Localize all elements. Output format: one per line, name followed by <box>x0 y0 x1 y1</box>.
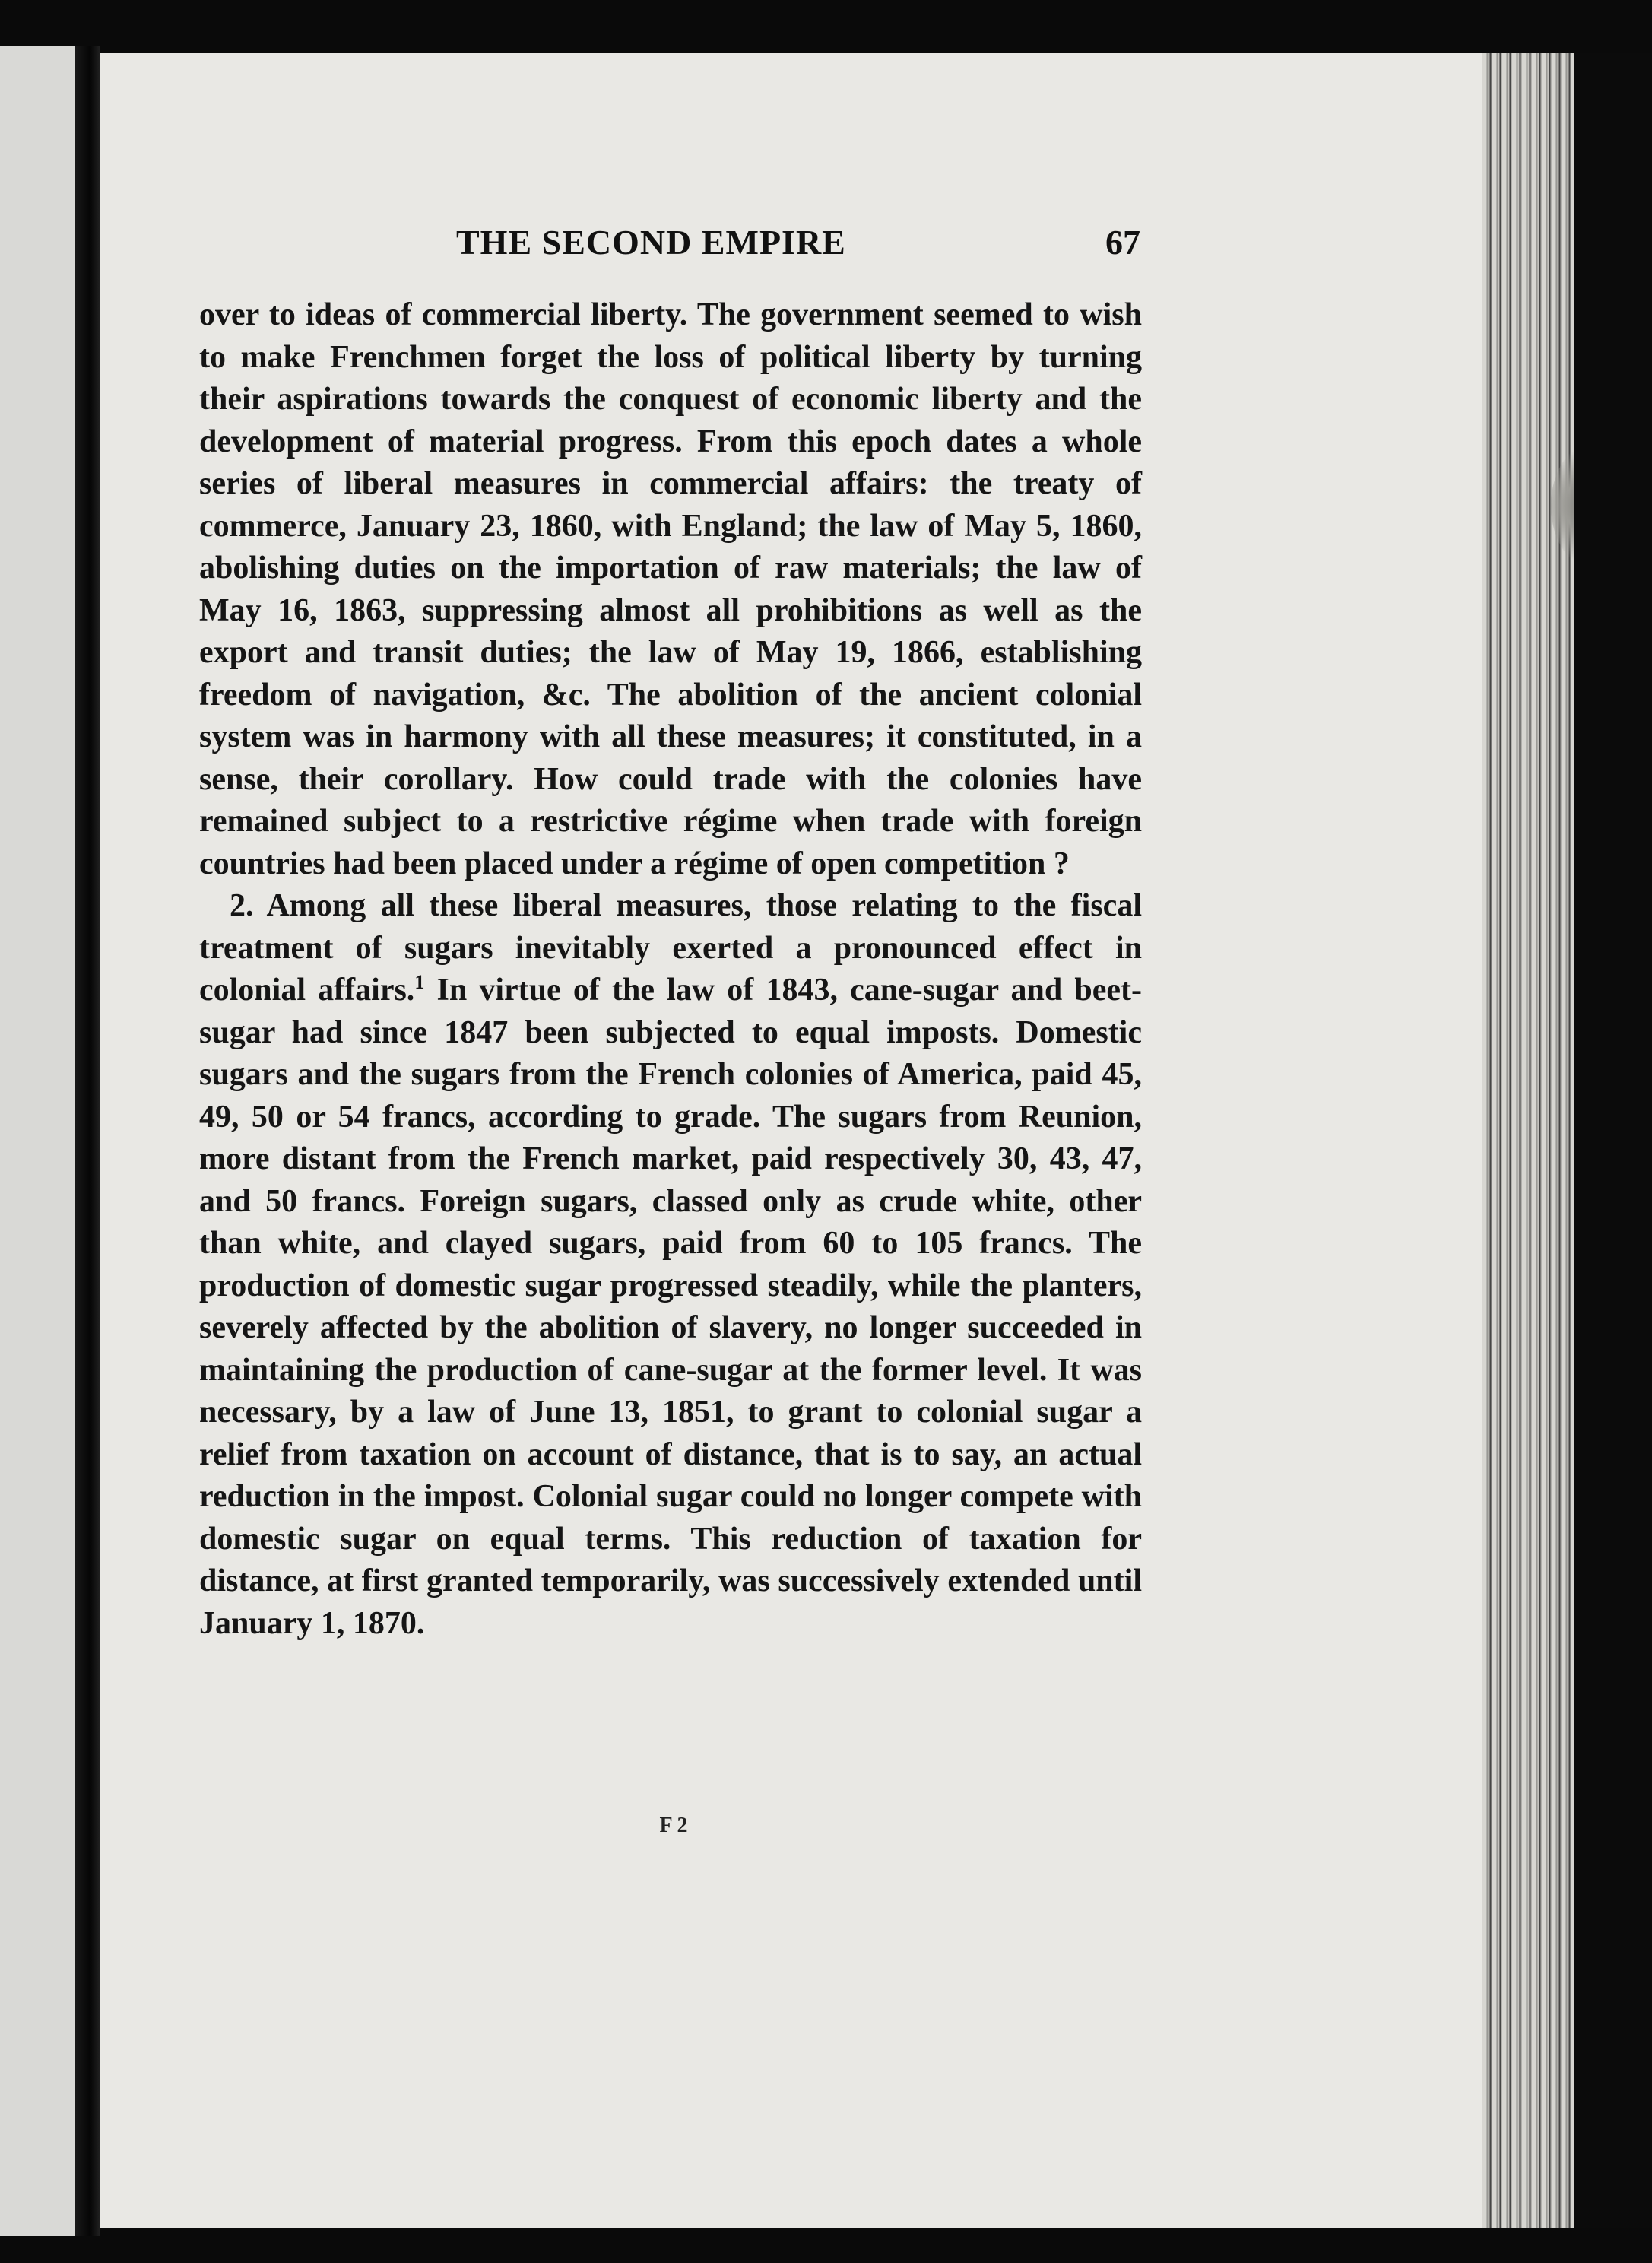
running-head: THE SECOND EMPIRE <box>456 223 846 262</box>
facing-page-edge <box>0 46 75 2236</box>
paragraph-text: In virtue of the law of 1843, cane-sugar and beet-sugar had since 1847 been subjected to equal imposts. Domestic sugars and the sugars from the French colonies of America, paid 45, 49, 50 or 54 francs, according to grade. The sugars from Reunion, more distant from the French market, paid respectively 30, 43, 47, and 50 francs. Foreign sugars, classed only as crude white, other than white, and clayed sugars, paid from 60 to 105 francs. The production of domestic sugar progressed steadily, while the planters, severely affected by the abolition of slavery, no longer succeeded in maintaining the production of cane-sugar at the former level. It was necessary, by a law of June 13, 1851, to grant to colonial sugar a relief from taxation on account of distance, that is to say, an actual reduction in the impost. Colonial sugar could no longer compete with domestic sugar on equal terms. This reduction of taxation for distance, at first granted temporarily, was successively extended until January 1, 1870. <box>199 973 1142 1641</box>
scan-border-right <box>1574 53 1652 2228</box>
page-number: 67 <box>1105 223 1140 262</box>
paragraph-text: 2. Among all these liberal measures, those relating to the fiscal treatment of sugars inevitably exerted a pronounced effect in colonial affairs. <box>199 888 1142 1008</box>
signature-mark: F 2 <box>659 1814 688 1837</box>
paragraph: over to ideas of commercial liberty. The government seemed to wish to make Frenchmen forget the loss of political liberty by turning their aspirations towards the conquest of economic liberty and the development of material progress. From this epoch dates a whole series of liberal measures in commercial affairs: the treaty of commerce, January 23, 1860, with England; the law of May 5, 1860, abolishing duties on the importation of raw materials; the law of May 16, 1863, suppressing almost all prohibitions as well as the export and transit duties; the law of May 19, 1866, establishing freedom of navigation, &c. The abolition of the ancient colonial system was in harmony with all these measures; it constituted, in a sense, their corollary. How could trade with the colonies have remained subject to a restrictive régime when trade with foreign countries had been placed under a régime of open competition ? <box>199 297 1142 881</box>
footnote-marker: 1 <box>414 971 425 993</box>
paragraph <box>199 885 1142 1645</box>
page-block-edge <box>1482 53 1574 2228</box>
gutter-shadow <box>75 46 100 2236</box>
body-text <box>199 294 1142 1645</box>
